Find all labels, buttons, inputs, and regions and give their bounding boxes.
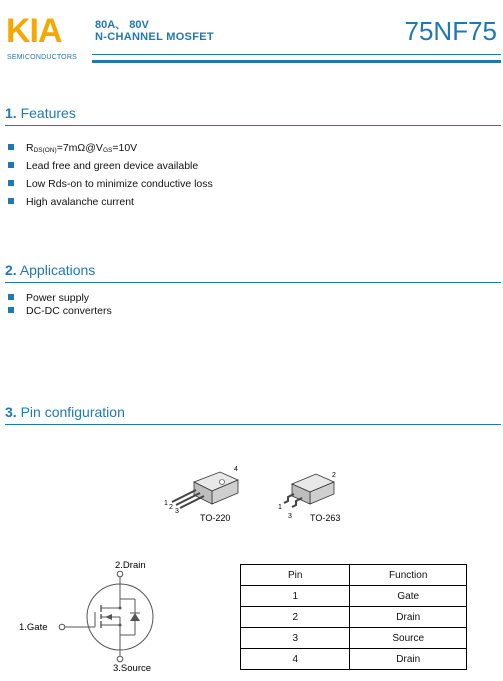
bullet-square-icon [8, 180, 14, 186]
rating-spec: 80A、 80V [95, 19, 149, 31]
to263-package-icon [284, 474, 334, 507]
pin-label: 3 [175, 508, 179, 515]
package-drawings [160, 460, 360, 530]
table-row [241, 628, 467, 649]
to220-package-icon [172, 472, 238, 508]
list-item: Lead free and green device available [8, 159, 213, 177]
gate-label: 1.Gate [19, 622, 48, 633]
package-name-to263: TO-263 [310, 513, 341, 523]
column-header-pin: Pin [241, 565, 350, 586]
section-number: 3. [5, 404, 17, 420]
device-type: N-CHANNEL MOSFET [95, 31, 214, 43]
arrow-icon [105, 614, 112, 620]
section-rule [5, 125, 501, 126]
pin-label: 2 [332, 472, 336, 479]
pin-label: 2 [169, 504, 173, 511]
bullet-square-icon [8, 294, 14, 300]
list-item: DC-DC converters [8, 304, 112, 317]
section-title: Applications [19, 262, 96, 278]
package-name-to220: TO-220 [200, 513, 231, 523]
section-heading-pin-configuration [5, 404, 125, 420]
part-number: 75NF75 [404, 16, 497, 46]
company-logo-subtitle: SEMICONDUCTORS [7, 54, 77, 61]
section-number: 1. [5, 105, 17, 121]
pin-label: 1 [278, 504, 282, 511]
table-header-row [241, 565, 467, 586]
rds-spec: $R_{DS(ON)}=7m\Omega@V_{GS}=10V$ [26, 142, 138, 154]
pin-label: 3 [288, 513, 292, 520]
pin-label: 1 [164, 500, 168, 507]
applications-list [8, 291, 112, 317]
section-heading-applications [5, 262, 95, 278]
section-number: 2. [5, 262, 17, 278]
list-item: High avalanche current [8, 195, 213, 213]
function-cell: Drain [350, 649, 467, 670]
pin-function-table [240, 564, 467, 670]
table-row [241, 607, 467, 628]
section-rule [5, 424, 501, 425]
diode-icon [130, 613, 140, 621]
pin-cell: 1 [241, 586, 350, 607]
table-row [241, 586, 467, 607]
function-cell: Source [350, 628, 467, 649]
header-divider-thin [92, 54, 501, 55]
function-cell: Drain [350, 607, 467, 628]
source-label: 3.Source [113, 663, 152, 674]
list-item [8, 141, 213, 159]
list-item: Low Rds-on to minimize conductive loss [8, 177, 213, 195]
pin-cell: 3 [241, 628, 350, 649]
function-cell: Gate [350, 586, 467, 607]
table-row [241, 649, 467, 670]
company-logo: KIA [6, 12, 62, 50]
section-heading-features [5, 105, 76, 121]
section-rule [5, 282, 501, 283]
drain-label: 2.Drain [115, 560, 146, 571]
pin-cell: 2 [241, 607, 350, 628]
pin-cell: 4 [241, 649, 350, 670]
mosfet-schematic [15, 555, 185, 675]
list-item: Power supply [8, 291, 112, 304]
features-list [8, 141, 213, 213]
bullet-square-icon [8, 198, 14, 204]
pin-label: 4 [234, 466, 238, 473]
section-title: Features [20, 105, 76, 121]
bullet-square-icon [8, 307, 14, 313]
section-title: Pin configuration [20, 404, 125, 420]
bullet-square-icon [8, 144, 14, 150]
column-header-function: Function [350, 565, 467, 586]
bullet-square-icon [8, 162, 14, 168]
header-divider-thick [92, 60, 501, 63]
